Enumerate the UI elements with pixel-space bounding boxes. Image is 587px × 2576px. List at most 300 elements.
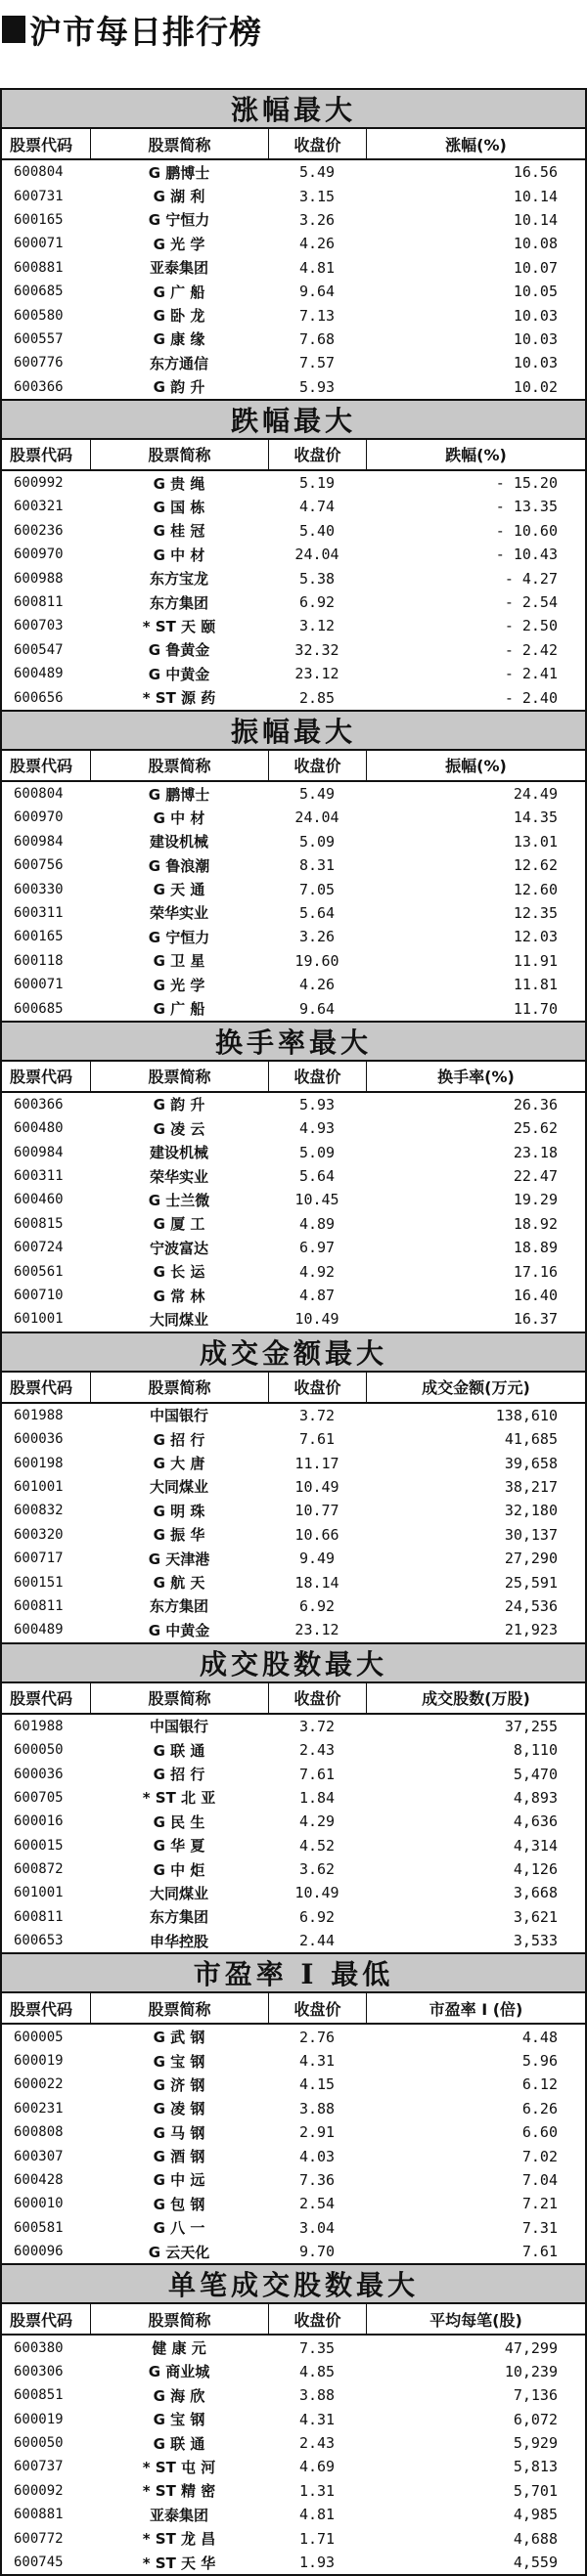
stock-name: G 凌 钢	[153, 2100, 205, 2118]
stock-name: 大同煤业	[149, 1884, 208, 1902]
stock-code: 600005	[14, 2029, 64, 2045]
stock-code: 600581	[14, 2219, 64, 2236]
stock-name: G 宁恒力	[148, 211, 210, 230]
table-row	[2, 2120, 585, 2144]
table-row	[2, 949, 585, 973]
stock-name: G 振 华	[153, 1526, 205, 1545]
table-row	[2, 853, 585, 877]
stock-code: 600096	[14, 2244, 64, 2260]
table-row	[2, 1475, 585, 1499]
stock-name: G 联 通	[153, 2434, 205, 2453]
stock-name: G 中黄金	[148, 665, 210, 683]
ranking-section	[0, 2265, 587, 2576]
column-header-value: 振幅(%)	[366, 751, 585, 780]
column-header: 股票代码	[10, 135, 73, 154]
table-row	[2, 2049, 585, 2073]
closing-price: 2.43	[298, 2434, 336, 2453]
table-row	[2, 2526, 585, 2550]
closing-price: 4.03	[298, 2147, 336, 2165]
stock-code: 600118	[14, 952, 64, 969]
stock-code: 600489	[14, 666, 64, 682]
closing-price: 3.26	[298, 928, 336, 946]
stock-name: G 桂 冠	[153, 522, 205, 541]
stock-name: G 商业城	[148, 2363, 210, 2381]
ranking-value: 16.37	[513, 1310, 558, 1329]
stock-code: 600036	[14, 1431, 64, 1448]
ranking-value: 10.05	[513, 283, 558, 301]
table-row	[2, 901, 585, 925]
table-row	[2, 782, 585, 806]
stock-name: G 中 远	[153, 2171, 205, 2190]
stock-code: 600653	[14, 1933, 64, 1949]
stock-name: G 鲁浪潮	[148, 856, 210, 875]
closing-price: 7.61	[298, 1430, 336, 1449]
stock-name: * ST 天 华	[142, 2554, 216, 2572]
ranking-value: 17.16	[513, 1262, 558, 1281]
ranking-value: 4.48	[521, 2028, 558, 2046]
table-row	[2, 662, 585, 685]
column-header: 收盘价	[268, 440, 366, 469]
table-row	[2, 2192, 585, 2215]
ranking-value: 4,559	[513, 2554, 558, 2572]
stock-code: 600010	[14, 2196, 64, 2212]
ranking-value: 16.56	[513, 163, 558, 182]
stock-code: 600380	[14, 2339, 64, 2356]
ranking-value: 12.62	[513, 856, 558, 875]
table-row	[2, 1212, 585, 1236]
stock-code: 600019	[14, 2411, 64, 2427]
table-row	[2, 184, 585, 207]
stock-name: 宁波富达	[149, 1239, 208, 1257]
table-row	[2, 2479, 585, 2503]
table-row	[2, 830, 585, 853]
closing-price: 3.12	[298, 617, 336, 635]
column-header: 股票简称	[90, 751, 268, 780]
stock-name: 东方集团	[149, 1597, 208, 1616]
column-header: 股票代码	[10, 1068, 73, 1087]
ranking-value: 10.08	[513, 235, 558, 253]
stock-name: * ST 龙 昌	[142, 2530, 216, 2549]
ranking-section	[0, 1023, 587, 1333]
table-row	[2, 1523, 585, 1547]
table-row	[2, 375, 585, 399]
closing-price: 3.88	[298, 2099, 336, 2118]
table-row	[2, 1307, 585, 1331]
table-row	[2, 996, 585, 1020]
table-row	[2, 351, 585, 374]
stock-name: 大同煤业	[149, 1310, 208, 1329]
stock-code: 600321	[14, 499, 64, 515]
ranking-value: 3,533	[513, 1932, 558, 1950]
closing-price: 19.60	[294, 951, 339, 970]
stock-code: 600811	[14, 1597, 64, 1614]
section-title: 成交金额最大	[2, 1333, 585, 1373]
closing-price: 5.49	[298, 785, 336, 803]
stock-name: G 士兰微	[148, 1191, 210, 1209]
table-row	[2, 1404, 585, 1427]
closing-price: 9.70	[298, 2243, 336, 2261]
ranking-value: - 13.35	[495, 498, 558, 516]
table-row	[2, 1236, 585, 1259]
ranking-value: 11.70	[513, 999, 558, 1018]
rankings-container	[0, 88, 587, 2576]
stock-code: 600092	[14, 2482, 64, 2499]
closing-price: 5.38	[298, 569, 336, 588]
ranking-value: 10.03	[513, 329, 558, 348]
ranking-value: 25.62	[513, 1119, 558, 1138]
ranking-section	[0, 88, 587, 401]
stock-name: G 招 行	[153, 1430, 205, 1449]
ranking-value: 18.89	[513, 1239, 558, 1257]
stock-name: * ST 天 颐	[142, 617, 216, 635]
ranking-value: - 15.20	[495, 474, 558, 493]
stock-name: 东方通信	[149, 354, 208, 372]
stock-name: * ST 源 药	[142, 689, 216, 708]
closing-price: 5.64	[298, 1167, 336, 1186]
column-header: 股票代码	[10, 446, 73, 465]
stock-name: G 济 钢	[153, 2075, 205, 2094]
stock-code: 600685	[14, 284, 64, 300]
ranking-section	[0, 712, 587, 1023]
closing-price: 5.09	[298, 1143, 336, 1161]
closing-price: 4.85	[298, 2362, 336, 2380]
ranking-value: 5,813	[513, 2458, 558, 2476]
section-title: 换手率最大	[2, 1023, 585, 1062]
stock-code: 600710	[14, 1288, 64, 1304]
ranking-value: 12.03	[513, 928, 558, 946]
ranking-value: - 10.43	[495, 546, 558, 564]
table-row	[2, 1188, 585, 1211]
table-row	[2, 1618, 585, 1641]
table-row	[2, 685, 585, 709]
closing-price: 7.61	[298, 1765, 336, 1783]
stock-name: G 韵 升	[153, 378, 205, 397]
stock-code: 600460	[14, 1192, 64, 1208]
closing-price: 6.92	[298, 593, 336, 612]
ranking-section	[0, 401, 587, 712]
table-row	[2, 925, 585, 948]
column-header: 股票简称	[90, 1373, 268, 1402]
table-row	[2, 2168, 585, 2192]
column-header: 收盘价	[268, 2304, 366, 2334]
stock-code: 600685	[14, 1000, 64, 1017]
stock-name: G 八 一	[153, 2219, 205, 2238]
stock-name: 亚泰集团	[149, 2506, 208, 2524]
closing-price: 4.81	[298, 2506, 336, 2524]
column-header-value: 平均每笔(股)	[366, 2304, 585, 2334]
stock-name: G 明 珠	[153, 1502, 205, 1520]
stock-code: 601988	[14, 1407, 64, 1423]
closing-price: 6.97	[298, 1239, 336, 1257]
closing-price: 1.93	[298, 2554, 336, 2572]
ranking-value: 12.35	[513, 903, 558, 922]
closing-price: 18.14	[294, 1573, 339, 1592]
closing-price: 10.49	[294, 1477, 339, 1496]
table-row	[2, 2240, 585, 2263]
ranking-value: 41,685	[504, 1430, 558, 1449]
closing-price: 6.92	[298, 1596, 336, 1615]
page-title-text: 沪市每日排行榜	[29, 12, 262, 51]
title-square-icon	[2, 16, 25, 43]
closing-price: 3.26	[298, 210, 336, 229]
ranking-value: 5,701	[513, 2481, 558, 2500]
stock-code: 600022	[14, 2076, 64, 2093]
table-row	[2, 1093, 585, 1116]
closing-price: 4.31	[298, 2410, 336, 2428]
ranking-value: 23.18	[513, 1143, 558, 1161]
table-header-row	[2, 440, 585, 471]
table-row	[2, 2503, 585, 2526]
table-row	[2, 2336, 585, 2359]
closing-price: 24.04	[294, 808, 339, 827]
section-title: 成交股数最大	[2, 1644, 585, 1683]
ranking-value: 10.03	[513, 354, 558, 372]
closing-price: 9.49	[298, 1550, 336, 1568]
ranking-value: 30,137	[504, 1525, 558, 1544]
ranking-value: 14.35	[513, 808, 558, 827]
ranking-value: 47,299	[504, 2338, 558, 2357]
table-row	[2, 495, 585, 518]
closing-price: 7.35	[298, 2338, 336, 2357]
closing-price: 9.64	[298, 283, 336, 301]
ranking-value: - 2.54	[504, 593, 558, 612]
ranking-value: 3,621	[513, 1907, 558, 1926]
table-row	[2, 590, 585, 614]
stock-code: 600881	[14, 259, 64, 276]
closing-price: 7.36	[298, 2170, 336, 2189]
table-row	[2, 877, 585, 900]
table-row	[2, 2455, 585, 2478]
table-row	[2, 1810, 585, 1833]
ranking-value: 37,255	[504, 1717, 558, 1735]
stock-name: G 云天化	[148, 2243, 210, 2261]
column-header: 股票代码	[10, 1999, 73, 2019]
table-row	[2, 1905, 585, 1929]
table-header-row	[2, 1683, 585, 1715]
closing-price: 2.54	[298, 2195, 336, 2213]
ranking-value: 10.02	[513, 377, 558, 396]
closing-price: 10.49	[294, 1884, 339, 1902]
table-row	[2, 1929, 585, 1952]
ranking-value: - 2.41	[504, 665, 558, 683]
section-title: 跌幅最大	[2, 401, 585, 440]
closing-price: 4.92	[298, 1262, 336, 1281]
ranking-section	[0, 1333, 587, 1644]
table-row	[2, 1499, 585, 1522]
stock-name: * ST 北 亚	[142, 1789, 216, 1808]
closing-price: 3.62	[298, 1860, 336, 1879]
column-header: 收盘价	[268, 1062, 366, 1091]
stock-name: G 鲁黄金	[148, 641, 210, 660]
stock-name: G 酒 钢	[153, 2148, 205, 2166]
stock-code: 600231	[14, 2100, 64, 2117]
ranking-value: - 2.40	[504, 688, 558, 707]
ranking-value: 38,217	[504, 1477, 558, 1496]
table-row	[2, 2551, 585, 2574]
table-row	[2, 2383, 585, 2407]
table-row	[2, 1786, 585, 1810]
closing-price: 7.57	[298, 354, 336, 372]
ranking-value: 18.92	[513, 1214, 558, 1233]
closing-price: 9.64	[298, 999, 336, 1018]
stock-name: 东方宝龙	[149, 570, 208, 589]
stock-name: 中国银行	[149, 1407, 208, 1425]
stock-code: 600724	[14, 1240, 64, 1256]
closing-price: 2.76	[298, 2028, 336, 2046]
stock-name: G 天 通	[153, 881, 205, 899]
stock-name: * ST 精 密	[142, 2482, 216, 2501]
column-header-value: 成交股数(万股)	[366, 1683, 585, 1713]
table-row	[2, 806, 585, 829]
ranking-value: 13.01	[513, 832, 558, 851]
ranking-value: 27,290	[504, 1550, 558, 1568]
stock-name: G 航 天	[153, 1574, 205, 1593]
ranking-section	[0, 1954, 587, 2265]
closing-price: 4.15	[298, 2075, 336, 2094]
stock-code: 600815	[14, 1215, 64, 1232]
stock-code: 600811	[14, 1908, 64, 1925]
closing-price: 4.52	[298, 1836, 336, 1855]
ranking-value: 5,929	[513, 2434, 558, 2453]
stock-name: G 广 船	[153, 283, 205, 301]
stock-name: G 鹏博士	[148, 785, 210, 804]
closing-price: 10.45	[294, 1191, 339, 1209]
stock-code: 600731	[14, 188, 64, 204]
stock-name: G 韵 升	[153, 1096, 205, 1114]
table-header-row	[2, 1993, 585, 2025]
table-row	[2, 614, 585, 637]
table-row	[2, 1570, 585, 1594]
ranking-value: 19.29	[513, 1191, 558, 1209]
stock-code: 600489	[14, 1622, 64, 1638]
table-row	[2, 1164, 585, 1188]
closing-price: 2.91	[298, 2123, 336, 2142]
stock-code: 600756	[14, 857, 64, 874]
ranking-value: 4,126	[513, 1860, 558, 1879]
stock-code: 601001	[14, 1478, 64, 1495]
closing-price: 5.93	[298, 1095, 336, 1113]
ranking-value: 7.61	[521, 2243, 558, 2261]
stock-code: 600330	[14, 881, 64, 897]
column-header: 股票简称	[90, 1062, 268, 1091]
ranking-value: 39,658	[504, 1454, 558, 1472]
stock-name: 亚泰集团	[149, 259, 208, 278]
column-header: 股票简称	[90, 129, 268, 158]
column-header: 收盘价	[268, 1993, 366, 2023]
closing-price: 4.89	[298, 1214, 336, 1233]
stock-name: G 华 夏	[153, 1837, 205, 1856]
stock-name: G 中黄金	[148, 1621, 210, 1639]
stock-name: G 武 钢	[153, 2029, 205, 2047]
closing-price: 4.31	[298, 2052, 336, 2071]
table-row	[2, 256, 585, 280]
stock-name: G 招 行	[153, 1766, 205, 1783]
closing-price: 1.71	[298, 2529, 336, 2548]
table-row	[2, 519, 585, 543]
ranking-section	[0, 1644, 587, 1955]
stock-code: 600019	[14, 2053, 64, 2070]
stock-name: G 宁恒力	[148, 928, 210, 946]
closing-price: 4.29	[298, 1812, 336, 1831]
ranking-value: 4,314	[513, 1836, 558, 1855]
stock-name: G 海 欣	[153, 2386, 205, 2405]
table-row	[2, 1738, 585, 1762]
section-title: 市盈率 I 最低	[2, 1954, 585, 1993]
section-title: 振幅最大	[2, 712, 585, 751]
table-header-row	[2, 1373, 585, 1404]
column-header: 股票代码	[10, 757, 73, 776]
table-row	[2, 2025, 585, 2048]
stock-name: G 光 学	[153, 235, 205, 253]
stock-name: G 马 钢	[153, 2123, 205, 2142]
table-row	[2, 1451, 585, 1474]
closing-price: 10.77	[294, 1502, 339, 1520]
closing-price: 5.49	[298, 163, 336, 182]
stock-code: 600071	[14, 977, 64, 993]
stock-code: 600988	[14, 570, 64, 587]
closing-price: 8.31	[298, 856, 336, 875]
ranking-value: 4,893	[513, 1788, 558, 1807]
page-title	[0, 0, 587, 59]
column-header: 收盘价	[268, 1683, 366, 1713]
stock-code: 600236	[14, 522, 64, 539]
ranking-value: 6,072	[513, 2410, 558, 2428]
stock-code: 600992	[14, 475, 64, 492]
stock-code: 600745	[14, 2554, 64, 2571]
ranking-value: 4,688	[513, 2529, 558, 2548]
stock-name: 建设机械	[149, 833, 208, 851]
stock-name: 建设机械	[149, 1144, 208, 1162]
table-row	[2, 1833, 585, 1856]
column-header: 股票代码	[10, 1378, 73, 1398]
closing-price: 3.72	[298, 1717, 336, 1735]
stock-code: 600151	[14, 1574, 64, 1591]
closing-price: 5.64	[298, 903, 336, 922]
closing-price: 23.12	[294, 665, 339, 683]
stock-code: 600306	[14, 2363, 64, 2380]
column-header-value: 换手率(%)	[366, 1062, 585, 1091]
closing-price: 5.40	[298, 521, 336, 540]
closing-price: 3.15	[298, 187, 336, 205]
stock-code: 600717	[14, 1550, 64, 1567]
stock-code: 600970	[14, 809, 64, 826]
column-header: 股票简称	[90, 1993, 268, 2023]
stock-name: G 中 炬	[153, 1860, 205, 1879]
ranking-value: 3,668	[513, 1884, 558, 1902]
stock-code: 600561	[14, 1263, 64, 1280]
table-row	[2, 638, 585, 662]
table-header-row	[2, 751, 585, 782]
closing-price: 10.66	[294, 1525, 339, 1544]
column-header: 股票简称	[90, 440, 268, 469]
column-header: 股票代码	[10, 2310, 73, 2330]
table-row	[2, 160, 585, 184]
stock-name: G 大 唐	[153, 1455, 205, 1473]
table-row	[2, 1547, 585, 1570]
ranking-value: 138,610	[495, 1406, 558, 1424]
stock-code: 601001	[14, 1885, 64, 1901]
table-row	[2, 280, 585, 303]
table-row	[2, 1762, 585, 1785]
stock-code: 600737	[14, 2459, 64, 2475]
closing-price: 4.87	[298, 1287, 336, 1305]
stock-code: 600050	[14, 2435, 64, 2452]
column-header-value: 涨幅(%)	[366, 129, 585, 158]
stock-name: 健 康 元	[152, 2339, 206, 2358]
stock-name: G 卧 龙	[153, 307, 205, 326]
stock-name: G 贵 绳	[153, 474, 205, 493]
column-header-value: 市盈率 I (倍)	[366, 1993, 585, 2023]
